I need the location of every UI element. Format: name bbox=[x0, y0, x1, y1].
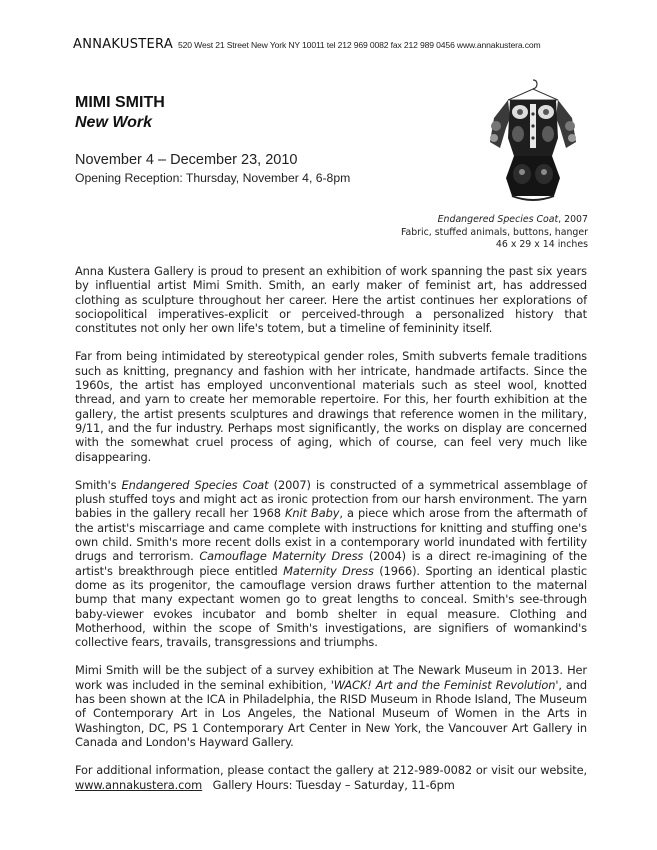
press-release-body bbox=[75, 264, 587, 806]
artwork-caption bbox=[401, 214, 588, 252]
caption-title: Endangered Species Coat bbox=[437, 214, 559, 225]
caption-materials: Fabric, stuffed animals, buttons, hanger bbox=[400, 226, 588, 238]
gallery-hours: Gallery Hours: Tuesday – Saturday, 11-6pm bbox=[202, 777, 455, 792]
paragraph-works: Smith's Endangered Species Coat (2007) is constructed of a symmetrical assemblage of plush stuffed toys and might act as ironic protection from our harsh environment. The yarn babies in the gallery recall her 1968 Knit Baby, a piece which arose from the aftermath of the artist's miscarriage and came complete with instructions for knitting and stuffing one's own child. Smith's more recent dolls exist in a contemporary world inundated with fertility drugs and terrorism. Camouflage Maternity Dress (2004) is a direct re-imagining of the artist's breakthrough piece entitled Maternity Dress (1966). Sporting an identical plastic dome as its progenitor, the camouflage version draws further attention to the maternal bump that many expectant women go to great lengths to conceal. Smith's see-through baby-viewer evokes incubator and bomb shelter in equal measure. Clothing and Motherhood, within the scope of Smith's investigations, are signifiers of womankind's collective fears, travails, transgressions and triumphs. bbox=[75, 477, 587, 650]
caption-dimensions: 46 x 29 x 14 inches bbox=[495, 239, 588, 250]
gallery-address: 520 West 21 Street New York NY 10011 tel 212 969 0082 fax 212 989 0456 www.annakustera.com bbox=[178, 40, 541, 50]
website-link[interactable]: www.annakustera.com bbox=[75, 777, 203, 792]
gallery-logo: ANNAKUSTERA bbox=[73, 37, 174, 52]
paragraph-intro: Anna Kustera Gallery is proud to present an exhibition of work spanning the past six years by influential artist Mimi Smith. Smith, an early maker of feminist art, has addressed clothing as sculpture throughout her career. Here the artist continues her explorations of sociopolitical imperatives-explicit or perceived-through a personalized history that constitutes not only her own life's totem, but a timeline of femininity itself. bbox=[75, 264, 587, 336]
exhibition-dates: November 4 – December 23, 2010 bbox=[75, 152, 298, 168]
opening-reception: Opening Reception: Thursday, November 4, 6-8pm bbox=[75, 171, 351, 185]
exhibition-title: New Work bbox=[75, 114, 153, 131]
paragraph-contact: For additional information, please contact the gallery at 212-989-0082 or visit our website, www.annakustera.com Gallery Hours: Tuesday – Saturday, 11-6pm bbox=[75, 763, 587, 792]
artist-name: MIMI SMITH bbox=[75, 94, 165, 111]
coat-sculpture-photo bbox=[480, 78, 586, 204]
caption-year: , 2007 bbox=[558, 214, 588, 225]
paragraph-themes: Far from being intimidated by stereotypical gender roles, Smith subverts female traditions such as knitting, pregnancy and fashion with her intricate, handmade artifacts. Since the 1960s, the artist has employed unconventional materials such as steel wool, knotted thread, and yarn to create her memorable repertoire. For this, her fourth exhibition at the gallery, the artist presents sculptures and drawings that reference women in the military, 9/11, and the fur industry. Perhaps most significantly, the works on display are concerned with the somewhat cruel process of aging, which of course, can feel very much like disappearing. bbox=[75, 349, 587, 464]
paragraph-exhibitions: Mimi Smith will be the subject of a survey exhibition at The Newark Museum in 2013. Her work was included in the seminal exhibition, 'WACK! Art and the Feminist Revolution', and has been shown at the ICA in Philadelphia, the RISD Museum in Rhode Island, The Museum of Contemporary Art in Los Angeles, the National Museum of Women in the Arts in Washington, DC, PS 1 Contemporary Art Center in New York, the Vancouver Art Gallery in Canada and London's Hayward Gallery. bbox=[75, 663, 587, 749]
letterhead bbox=[73, 37, 633, 52]
